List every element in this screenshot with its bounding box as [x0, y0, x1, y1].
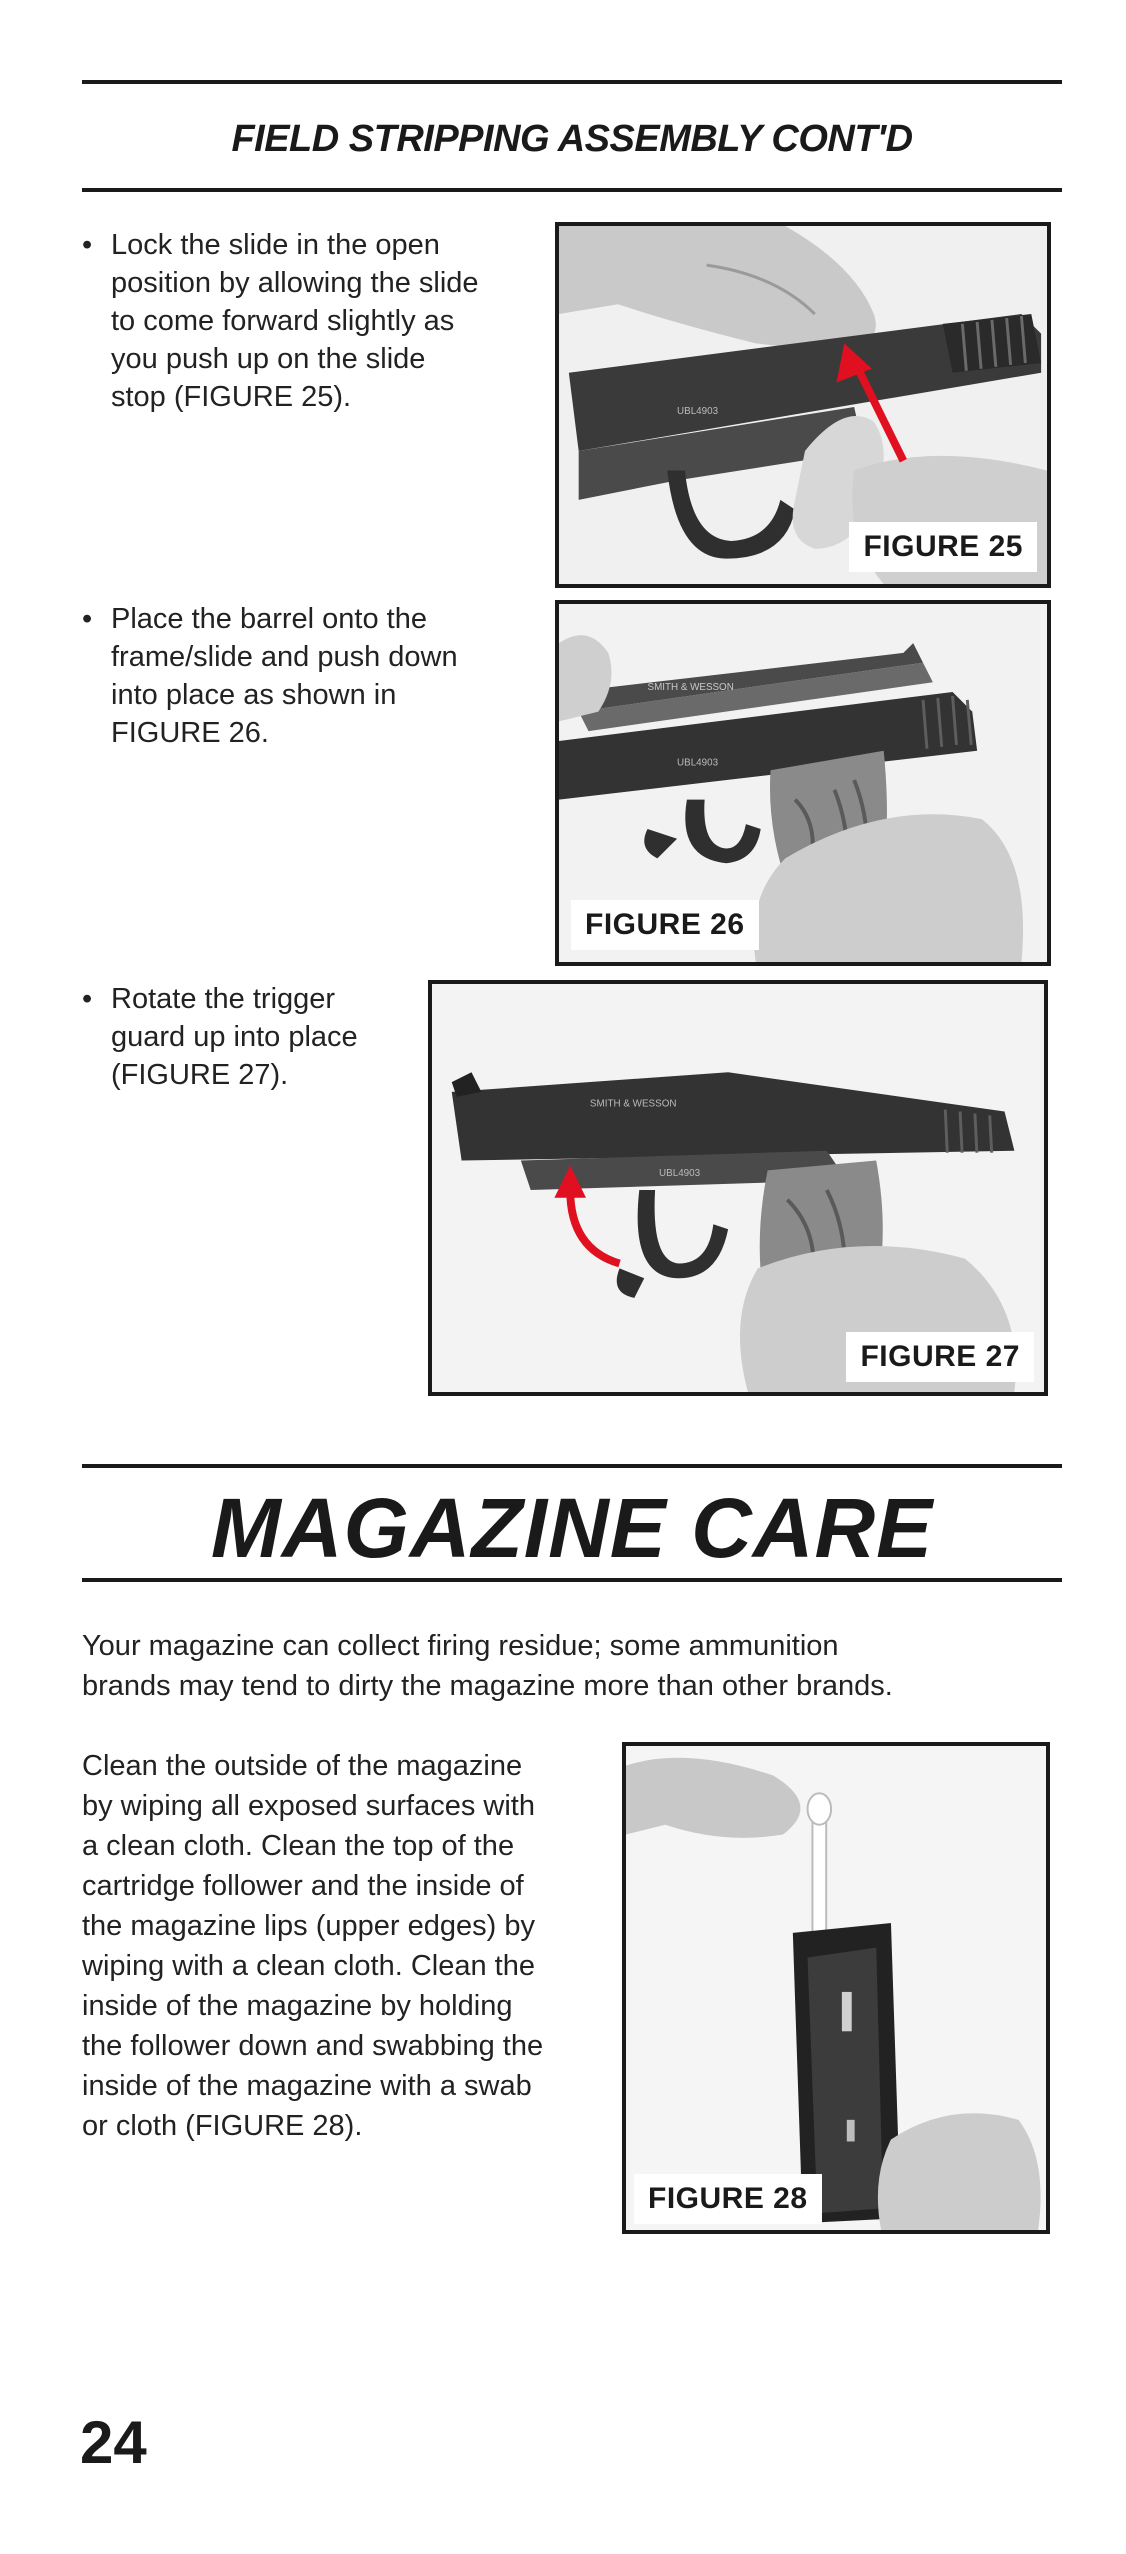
trigger-guard-rotation-illustration — [432, 984, 1044, 1392]
text-line: Clean the outside of the magazine — [82, 1750, 523, 1782]
bullet-text — [111, 980, 358, 1094]
brand-engraving: SMITH & WESSON — [647, 682, 734, 694]
text-line: to come forward slightly as — [111, 305, 455, 337]
magazine-top-rule — [82, 1464, 1062, 1468]
section-title-magazine-care: MAGAZINE CARE — [210, 1481, 934, 1575]
bullet-text — [111, 226, 479, 416]
figure-27-photo — [428, 980, 1048, 1396]
bullet-text — [111, 600, 458, 752]
bullet-marker: • — [82, 603, 93, 635]
text-line: inside of the magazine with a swab — [82, 2070, 532, 2102]
bullet-marker: • — [82, 983, 93, 1015]
serial-engraving: UBL4903 — [659, 1168, 701, 1180]
serial-engraving: UBL4903 — [677, 405, 719, 417]
text-line: cartridge follower and the inside of — [82, 1870, 524, 1902]
text-line: the magazine lips (upper edges) by — [82, 1910, 535, 1942]
serial-engraving: UBL4903 — [677, 757, 719, 769]
text-line: a clean cloth. Clean the top of the — [82, 1830, 515, 1862]
figure-label: FIGURE 28 — [634, 2174, 822, 2224]
text-line: Place the barrel onto the — [111, 603, 427, 635]
text-line: (FIGURE 27). — [111, 1059, 289, 1091]
text-line: stop (FIGURE 25). — [111, 381, 352, 413]
text-line: inside of the magazine by holding — [82, 1990, 513, 2022]
magazine-swab-illustration — [626, 1746, 1046, 2230]
figure-label: FIGURE 26 — [571, 900, 759, 950]
text-line: frame/slide and push down — [111, 641, 458, 673]
figure-28-photo — [622, 1742, 1050, 2234]
intro-paragraph — [82, 1626, 1062, 1706]
title-underline-rule — [82, 188, 1062, 192]
page-number: 24 — [80, 2409, 147, 2476]
top-rule — [82, 80, 1062, 84]
cleaning-paragraph — [82, 1746, 622, 2146]
figure-26-photo — [555, 600, 1051, 966]
text-line: or cloth (FIGURE 28). — [82, 2110, 363, 2142]
list-item — [82, 600, 562, 760]
text-line: guard up into place — [111, 1021, 358, 1053]
text-line: Your magazine can collect firing residue; some ammunition — [82, 1630, 839, 1662]
text-line: by wiping all exposed surfaces with — [82, 1790, 535, 1822]
text-line: position by allowing the slide — [111, 267, 479, 299]
section-title-field-stripping: FIELD STRIPPING ASSEMBLY CONT'D — [231, 118, 913, 160]
list-item — [82, 980, 442, 1100]
text-line: you push up on the slide — [111, 343, 426, 375]
text-line: brands may tend to dirty the magazine more than other brands. — [82, 1670, 893, 1702]
figure-label: FIGURE 27 — [846, 1332, 1034, 1382]
figure-25-photo — [555, 222, 1051, 588]
text-line: FIGURE 26. — [111, 717, 269, 749]
text-line: the follower down and swabbing the — [82, 2030, 544, 2062]
list-item — [82, 226, 562, 426]
magazine-underline-rule — [82, 1578, 1062, 1582]
figure-label: FIGURE 25 — [849, 522, 1037, 572]
text-line: Rotate the trigger — [111, 983, 336, 1015]
text-line: Lock the slide in the open — [111, 229, 440, 261]
text-line: into place as shown in — [111, 679, 397, 711]
bullet-marker: • — [82, 229, 93, 261]
brand-engraving: SMITH & WESSON — [589, 1098, 677, 1110]
text-line: wiping with a clean cloth. Clean the — [82, 1950, 535, 1982]
